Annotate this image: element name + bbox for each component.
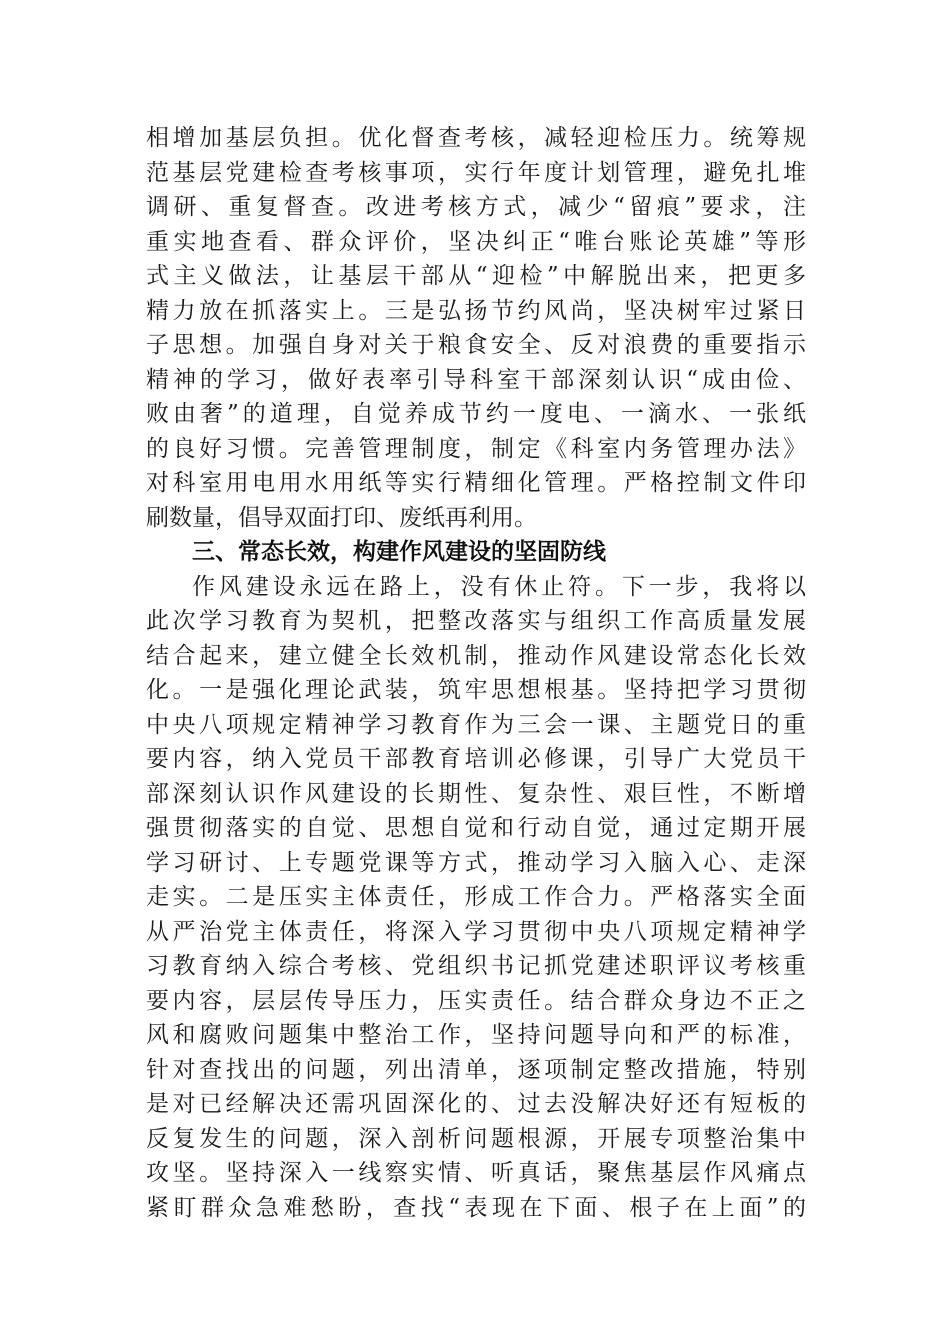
text-line: 风和腐败问题集中整治工作，坚持问题导向和严的标准， (146, 1022, 806, 1048)
paragraph-1 (146, 121, 806, 535)
text-line: 紧盯群众急难愁盼，查找“表现在下面、根子在上面”的 (146, 1194, 806, 1221)
text-line: 要内容，层层传导压力，压实责任。结合群众身边不正之 (146, 987, 806, 1014)
text-line: 相增加基层负担。优化督查考核，减轻迎检压力。统筹规 (146, 125, 806, 151)
text-line: 学习研讨、上专题党课等方式，推动学习入脑入心、走深 (146, 849, 806, 876)
text-line: 调研、重复督查。改进考核方式，减少“留痕”要求，注 (146, 194, 806, 220)
text-line: 的良好习惯。完善管理制度，制定《科室内务管理办法》 (146, 435, 806, 462)
text-line: 走实。二是压实主体责任，形成工作合力。严格落实全面 (146, 884, 806, 910)
text-line: 习教育纳入综合考核、党组织书记抓党建述职评议考核重 (146, 953, 806, 979)
text-line: 对科室用电用水用纸等实行精细化管理。严格控制文件印 (146, 470, 806, 496)
text-line: 精神的学习，做好表率引导科室干部深刻认识“成由俭、 (146, 366, 806, 393)
text-line: 针对查找出的问题，列出清单，逐项制定整改措施，特别 (146, 1056, 806, 1083)
text-line: 中央八项规定精神学习教育作为三会一课、主题党日的重 (146, 711, 806, 738)
text-line: 子思想。加强自身对关于粮食安全、反对浪费的重要指示 (146, 332, 806, 358)
text-line: 式主义做法，让基层干部从“迎检”中解脱出来，把更多 (146, 263, 806, 289)
text-line: 要内容，纳入党员干部教育培训必修课，引导广大党员干 (146, 746, 806, 772)
text-line: 化。一是强化理论武装，筑牢思想根基。坚持把学习贯彻 (146, 677, 806, 703)
text-line: 精力放在抓落实上。三是弘扬节约风尚，坚决树牢过紧日 (146, 297, 806, 324)
text-line: 此次学习教育为契机，把整改落实与组织工作高质量发展 (146, 608, 806, 634)
text-line: 攻坚。坚持深入一线察实情、听真话，聚焦基层作风痛点 (146, 1160, 806, 1186)
text-line: 结合起来，建立健全长效机制，推动作风建设常态化长效 (146, 642, 806, 669)
text-line: 刷数量，倡导双面打印、废纸再利用。 (146, 504, 537, 531)
text-line: 从严治党主体责任，将深入学习贯彻中央八项规定精神学 (146, 918, 806, 945)
text-line: 败由奢”的道理，自觉养成节约一度电、一滴水、一张纸 (146, 401, 806, 427)
text-line: 范基层党建检查考核事项，实行年度计划管理，避免扎堆 (146, 159, 806, 186)
text-line: 重实地查看、群众评价，坚决纠正“唯台账论英雄”等形 (146, 228, 806, 255)
text-line: 部深刻认识作风建设的长期性、复杂性、艰巨性，不断增 (146, 780, 806, 807)
document-body (146, 121, 806, 1225)
paragraph-2 (146, 570, 806, 1226)
text-line: 强贯彻落实的自觉、思想自觉和行动自觉，通过定期开展 (146, 815, 806, 841)
text-line: 是对已经解决还需巩固深化的、过去没解决好还有短板的 (146, 1091, 806, 1117)
section-heading: 三、常态长效，构建作风建设的坚固防线 (192, 539, 606, 565)
text-line: 反复发生的问题，深入剖析问题根源，开展专项整治集中 (146, 1125, 806, 1152)
text-line: 作风建设永远在路上，没有休止符。下一步，我将以 (192, 573, 806, 600)
